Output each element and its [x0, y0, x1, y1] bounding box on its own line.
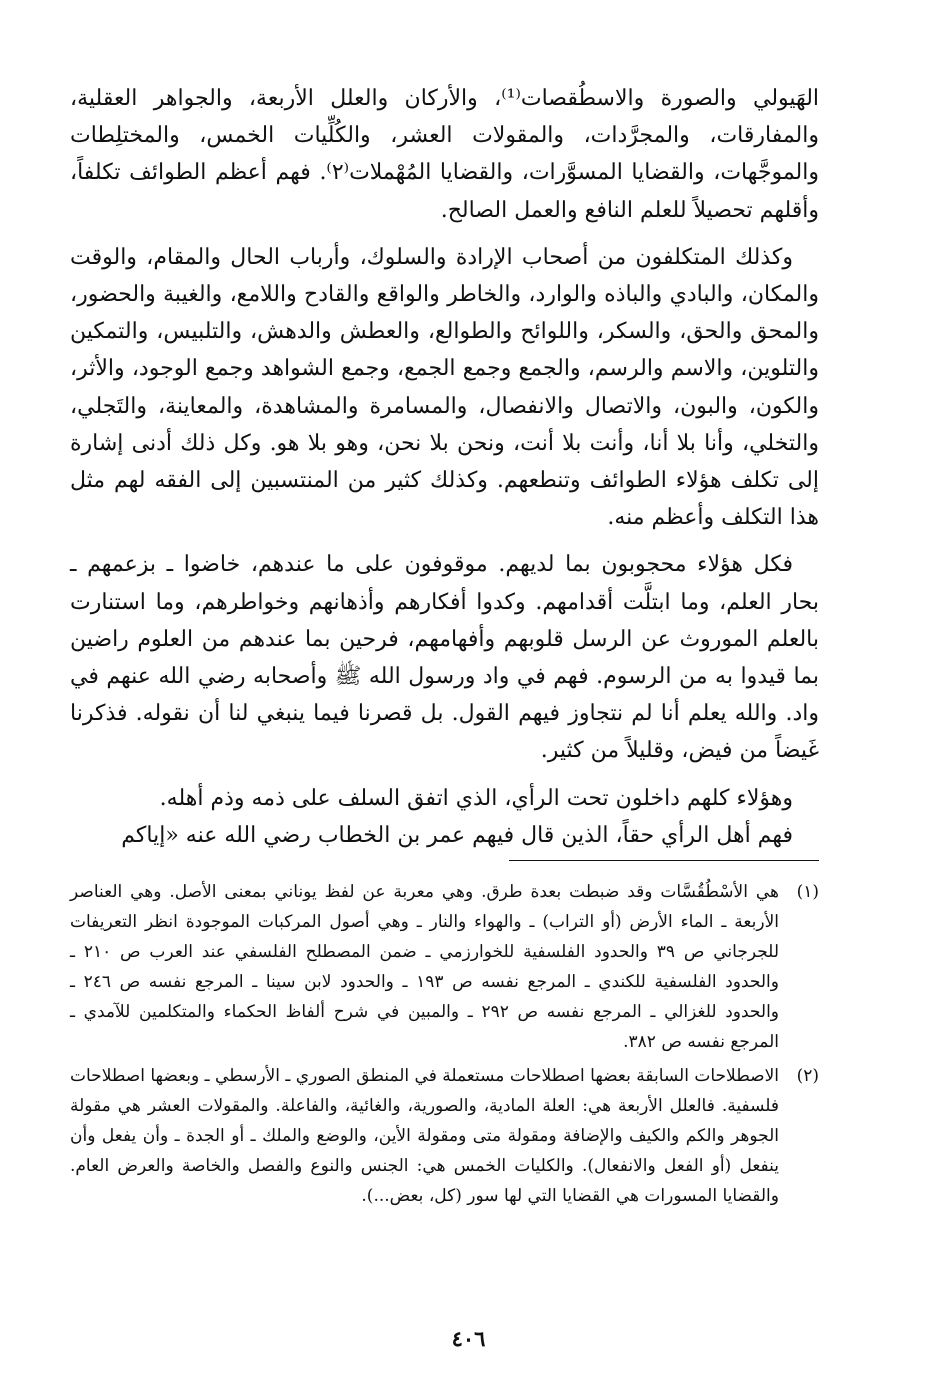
footnote-separator [509, 860, 819, 861]
footnote-separator-wrap [70, 854, 819, 861]
paragraph-4: وهؤلاء كلهم داخلون تحت الرأي، الذي اتفق السلف على ذمه وذم أهله. [159, 785, 793, 811]
paragraph-1: الهَيولي والصورة والاسطُقصات⁽¹⁾، والأركان والعلل الأربعة، والجواهر العقلية، والمفارقات، والمجرَّدات، والمقولات العشر، والكُلِّيات الخمس، والمختلِطات والموجَّهات، والقضايا المسوَّرات، والقضايا المُهْملات⁽٢⁾. فهم أعظم الطوائف تكلفاً، وأقلهم تحصيلاً للعلم النافع والعمل الصالح. [70, 86, 820, 223]
footnote-text: هي الأسْطُقُسَّات وقد ضبطت بعدة طرق. وهي معربة عن لفظ يوناني بمعنى الأصل. وهي العناصر الأربعة ـ الماء الأرض (أو التراب) ـ والهواء والنار ـ وهي أصول المركبات الموجودة انظر التعريفات للجرجاني ص ٣٩ والحدود الفلسفية للخوارزمي ـ ضمن المصطلح الفلسفي عند العرب ص ٢١٠ ـ والحدود الفلسفية للكندي ـ المرجع نفسه ص ١٩٣ ـ والحدود لابن سينا ـ المرجع نفسه ص ٢٤٦ ـ والحدود للغزالي ـ المرجع نفسه ص ٢٩٢ ـ والمبين في شرح ألفاظ الحكماء والمتكلمين للآمدي ـ المرجع نفسه ص ٣٨٢. [70, 882, 780, 1053]
footnote-2 [70, 1061, 819, 1211]
footnote-number: (١) [796, 882, 819, 903]
page-number: ٤٠٦ [451, 1326, 486, 1351]
footnote-text: الاصطلاحات السابقة بعضها اصطلاحات مستعملة في المنطق الصوري ـ الأرسطي ـ وبعضها اصطلاحات فلسفية. فالعلل الأربعة هي: العلة المادية، والصورية، والغائية، والفاعلة. والمقولات العشر هي مقولة الجوهر والكم والكيف والإضافة ومقولة متى ومقولة الأين، والوضع والملك ـ أو الجدة ـ وأن يفعل وأن ينفعل (أو الفعل والانفعال). والكليات الخمس هي: الجنس والنوع والفصل والخاصة والعرض العام. والقضايا المسورات هي القضايا التي لها سور (كل، بعض...). [70, 1066, 779, 1207]
main-text [70, 80, 819, 854]
paragraph-5: فهم أهل الرأي حقاً، الذين قال فيهم عمر بن الخطاب رضي الله عنه «إياكم [121, 822, 793, 848]
book-page [70, 80, 819, 1319]
footnotes [70, 877, 819, 1211]
footnote-number: (٢) [796, 1066, 819, 1087]
footnote-1 [70, 877, 819, 1057]
paragraph-3: فكل هؤلاء محجوبون بما لديهم. موقوفون على ما عندهم، خاضوا ـ بزعمهم ـ بحار العلم، وما ابتلَّت أقدامهم. وكدوا أفكارهم وأذهانهم وخواطرهم، وما استنارت بالعلم الموروث عن الرسل قلوبهم وأفهامهم، فرحين بما عندهم من العلوم راضين بما قيدوا به من الرسوم. فهم في واد ورسول الله ﷺ وأصحابه رضي الله عنهم في واد. والله يعلم أنا لم نتجاوز فيهم القول. بل قصرنا فيما ينبغي لنا أن نقوله. فذكرنا غَيضاً من فيض، وقليلاً من كثير. [70, 552, 819, 764]
paragraph-2: وكذلك المتكلفون من أصحاب الإرادة والسلوك، وأرباب الحال والمقام، والوقت والمكان، والبادي والباذه والوارد، والخاطر والواقع والقادح واللامع، والغيبة والحضور، والمحق والحق، والسكر، واللوائح والطوالع، والعطش والدهش، والتلبيس، والتمكين والتلوين، والاسم والرسم، والجمع وجمع الجمع، وجمع الشواهد وجمع الوجود، والأثر، والكون، والبون، والاتصال والانفصال، والمسامرة والمشاهدة، والمعاينة، والتَجلي، والتخلي، وأنا بلا أنا، وأنت بلا أنت، ونحن بلا نحن، وهو بلا هو. وكل ذلك أدنى إشارة إلى تكلف هؤلاء الطوائف وتنطعهم. وكذلك كثير من المنتسبين إلى الفقه لهم مثل هذا التكلف وأعظم منه. [70, 244, 819, 531]
